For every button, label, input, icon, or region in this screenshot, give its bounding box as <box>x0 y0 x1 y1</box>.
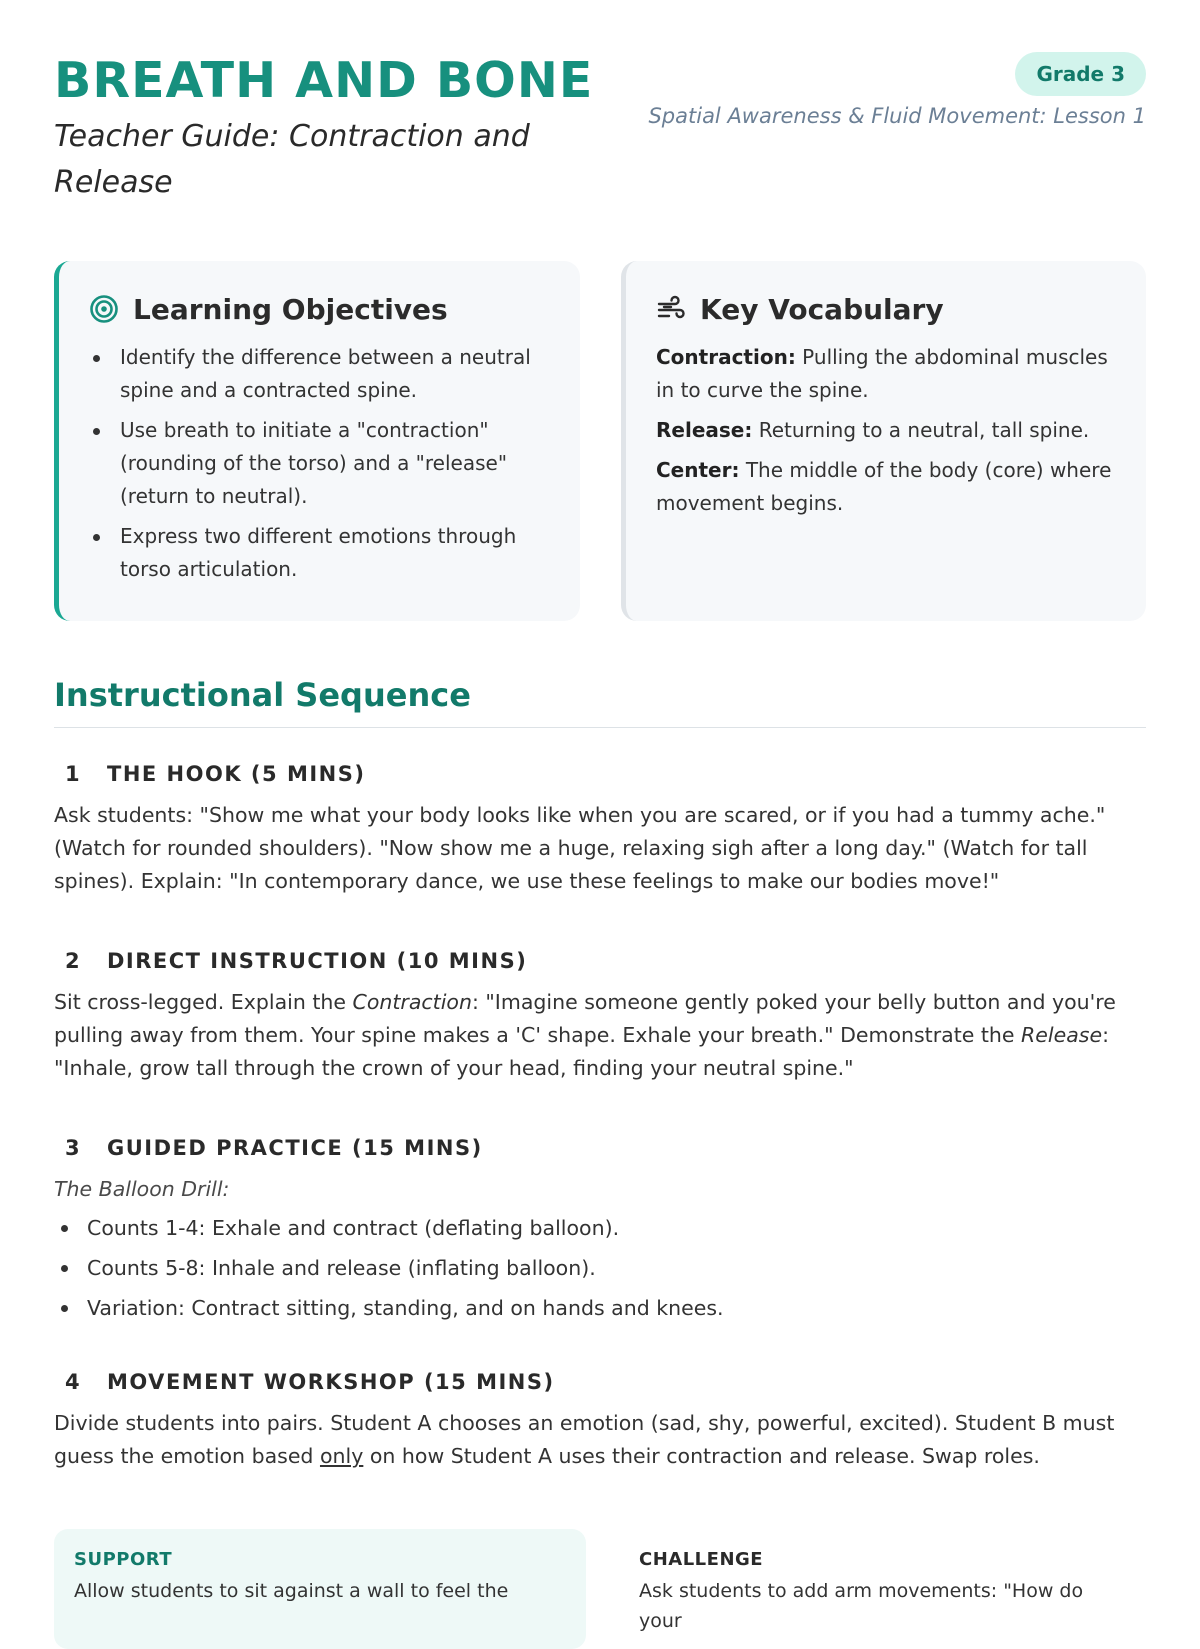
step-body-text: on how Student A uses their contraction and release. Swap roles. <box>363 1444 1040 1468</box>
objectives-list <box>89 341 550 586</box>
objective-item: Identify the difference between a neutral spine and a contracted spine. <box>89 341 550 407</box>
support-label: SUPPORT <box>74 1549 173 1570</box>
vocab-term: Center: <box>656 458 740 482</box>
step-body-text: : "Inhale, grow tall through the crown of your head, finding your neutral spine." <box>54 1023 1109 1080</box>
step-body: Ask students: "Show me what your body looks like when you are scared, or if you had a tummy ache." (Watch for rounded shoulders). "Now show me a huge, relaxing sigh after a long day." (Watch for tall spines). Explain: "In contemporary dance, we use these feelings to make our bodies move!" <box>54 803 1106 893</box>
vocab-definition: The middle of the body (core) where movement begins. <box>656 458 1112 515</box>
step-header <box>54 944 1146 978</box>
vocab-item-contraction <box>656 341 1122 407</box>
challenge-text: Ask students to add arm movements: "How do your <box>639 1580 1084 1632</box>
learning-objectives-header <box>89 289 550 329</box>
drill-item: Counts 1-4: Exhale and contract (deflating balloon). <box>54 1211 1146 1245</box>
step-hook <box>54 757 1146 898</box>
instructional-sequence-title: Instructional Sequence <box>54 676 471 714</box>
step-number: 2 <box>65 949 80 973</box>
step-header <box>54 757 1146 791</box>
wind-icon <box>656 294 686 324</box>
learning-objectives-card <box>54 261 580 621</box>
lesson-page <box>54 0 1146 1632</box>
step-body-text: : "Imagine someone gently poked your belly button and you're pulling away from them. Your spine makes a 'C' shape. Exhale your breath." Demonstrate the <box>54 990 1116 1047</box>
step-body-text: Sit cross-legged. Explain the <box>54 990 353 1014</box>
step-header <box>54 1365 1146 1399</box>
key-vocabulary-title: Key Vocabulary <box>700 292 944 326</box>
step-title: DIRECT INSTRUCTION (10 MINS) <box>107 949 528 973</box>
header <box>54 0 1146 230</box>
emphasis-only: only <box>319 1444 364 1468</box>
step-body <box>54 1407 1146 1473</box>
step-title: MOVEMENT WORKSHOP (15 MINS) <box>107 1370 555 1394</box>
drill-label: The Balloon Drill: <box>54 1177 230 1201</box>
drill-item: Counts 5-8: Inhale and release (inflating balloon). <box>54 1251 1146 1285</box>
grade-badge: Grade 3 <box>1015 52 1146 96</box>
challenge-box <box>619 1529 1146 1649</box>
key-vocabulary-header <box>656 289 1122 329</box>
support-box <box>54 1529 586 1649</box>
overview-cards <box>54 261 1146 621</box>
key-vocabulary-card <box>621 261 1146 621</box>
vocab-definition: Returning to a neutral, tall spine. <box>752 418 1090 442</box>
objective-item: Express two different emotions through torso articulation. <box>89 520 550 586</box>
vocab-term: Contraction: <box>656 345 796 369</box>
step-movement-workshop <box>54 1365 1146 1473</box>
step-body <box>54 986 1146 1085</box>
vocab-item-center <box>656 454 1122 520</box>
step-header <box>54 1131 1146 1165</box>
step-number: 3 <box>65 1136 80 1160</box>
section-divider <box>54 727 1146 728</box>
step-direct-instruction <box>54 944 1146 1085</box>
step-body-text: Divide students into pairs. Student A chooses an emotion (sad, shy, powerful, excited). Student B must guess the emotion based <box>54 1411 1115 1468</box>
drill-list <box>54 1211 1146 1325</box>
unit-lesson-label: Spatial Awareness & Fluid Movement: Lesson 1 <box>648 104 1146 128</box>
target-icon <box>89 294 119 324</box>
learning-objectives-title: Learning Objectives <box>133 292 448 326</box>
objective-item: Use breath to initiate a "contraction" (rounding of the torso) and a "release" (return to neutral). <box>89 414 550 513</box>
term-release: Release <box>1021 1023 1103 1047</box>
step-guided-practice <box>54 1131 1146 1331</box>
step-title: GUIDED PRACTICE (15 MINS) <box>107 1136 483 1160</box>
support-text: Allow students to sit against a wall to feel the <box>74 1580 509 1602</box>
step-title: THE HOOK (5 MINS) <box>107 762 366 786</box>
document-title: BREATH AND BONE <box>54 52 594 109</box>
term-contraction: Contraction <box>352 990 472 1014</box>
step-number: 1 <box>65 762 80 786</box>
vocab-term: Release: <box>656 418 753 442</box>
document-subtitle: Teacher Guide: Contraction and Release <box>54 119 530 200</box>
drill-item: Variation: Contract sitting, standing, and on hands and knees. <box>54 1291 1146 1325</box>
vocab-definition: Pulling the abdominal muscles in to curve the spine. <box>656 345 1108 402</box>
step-number: 4 <box>65 1370 80 1394</box>
challenge-label: CHALLENGE <box>639 1549 764 1570</box>
vocab-item-release <box>656 414 1122 447</box>
